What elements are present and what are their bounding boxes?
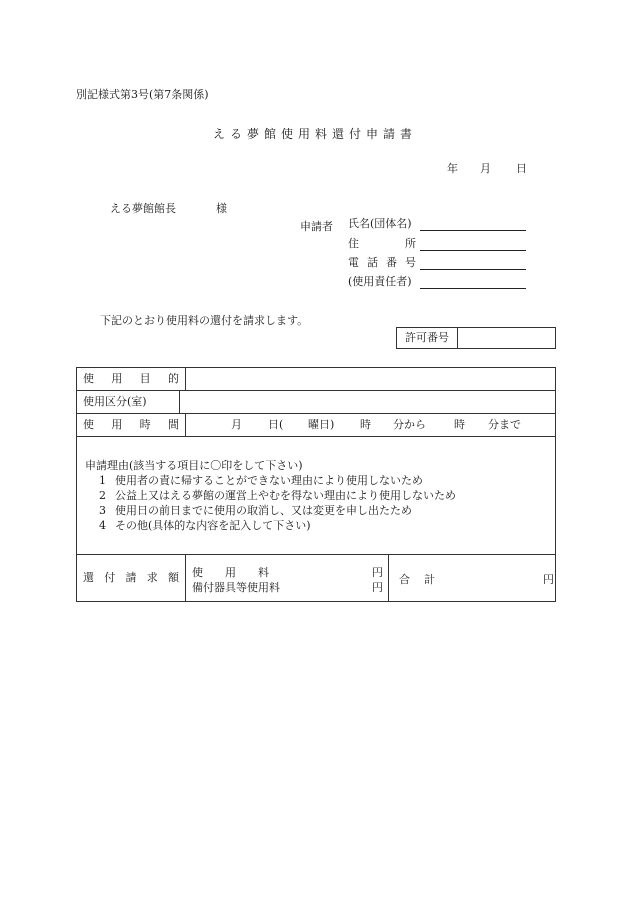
document-title: える夢館使用料還付申請書 [212,127,417,141]
name-label: 氏名(団体名) [348,217,412,230]
applicant-phone-row [348,254,526,270]
reason-text: 使用者の責に帰することができない理由により使用しないため [115,474,423,487]
total-cell[interactable] [389,555,555,601]
purpose-row [77,368,555,391]
manager-field[interactable] [420,276,526,289]
time-weekday: 曜日) [308,418,335,431]
reason-text: その他(具体的な内容を記入して下さい) [115,519,311,532]
time-minute-end: 分まで [488,418,521,431]
fee-label: 使用料 [192,566,291,579]
address-field[interactable] [420,238,526,251]
addressee-name: える夢館館長 [110,202,176,215]
reason-number: 4 [99,519,106,532]
time-day: 日( [268,418,284,431]
phone-label: 電話番号 [348,256,416,269]
purpose-field[interactable] [186,368,555,390]
reason-text: 公益上又はえる夢館の運営上やむを得ない理由により使用しないため [115,489,456,502]
reason-block [77,437,464,554]
reason-row [77,437,555,555]
date-day-label: 日 [516,162,527,175]
phone-field[interactable] [420,257,526,270]
total-yen: 円 [543,573,554,586]
reason-item[interactable] [85,488,456,503]
division-label: 使用区分(室) [77,391,180,413]
date-month-label: 月 [480,162,491,175]
fees-cell[interactable] [186,555,389,601]
form-reference: 別記様式第3号(第7条関係) [76,88,209,101]
applicant-manager-row [348,273,526,289]
application-table [76,367,556,602]
manager-label: (使用責任者) [348,275,412,288]
division-field[interactable] [180,391,555,413]
name-field[interactable] [420,218,526,231]
time-label: 使用時間 [77,414,186,436]
reason-number: 2 [99,489,106,502]
purpose-label: 使用目的 [77,368,186,390]
reason-heading: 申請理由(該当する項目に〇印をして下さい) [85,459,303,472]
applicant-label: 申請者 [300,220,333,233]
date-year-label: 年 [447,162,458,175]
refund-row [77,555,555,601]
reason-number: 3 [99,504,106,517]
address-label: 住所 [348,237,416,250]
division-row [77,391,555,414]
time-row [77,414,555,437]
reason-item[interactable] [85,473,456,488]
time-field[interactable] [186,414,555,436]
fee-yen: 円 [372,566,383,579]
reason-item[interactable] [85,518,456,533]
addressee-honorific: 様 [216,202,227,215]
permit-number-label: 許可番号 [397,328,458,348]
equipment-fee-yen: 円 [372,581,383,594]
applicant-address-row [348,235,526,251]
applicant-name-row [348,215,526,231]
time-month: 月 [231,418,242,431]
permit-number-box [396,327,556,349]
time-minute-start: 分から [393,418,426,431]
total-label: 合計 [399,573,449,586]
request-statement: 下記のとおり使用料の還付を請求します。 [100,314,309,327]
equipment-fee-label: 備付器具等使用料 [192,581,280,594]
permit-number-field[interactable] [458,328,555,348]
time-hour-end: 時 [454,418,465,431]
time-hour-start: 時 [360,418,371,431]
reason-text: 使用日の前日までに使用の取消し、又は変更を申し出たため [115,504,412,517]
reason-item[interactable] [85,503,456,518]
reason-number: 1 [99,474,106,487]
refund-label: 還付請求額 [77,555,186,601]
addressee [110,200,227,216]
